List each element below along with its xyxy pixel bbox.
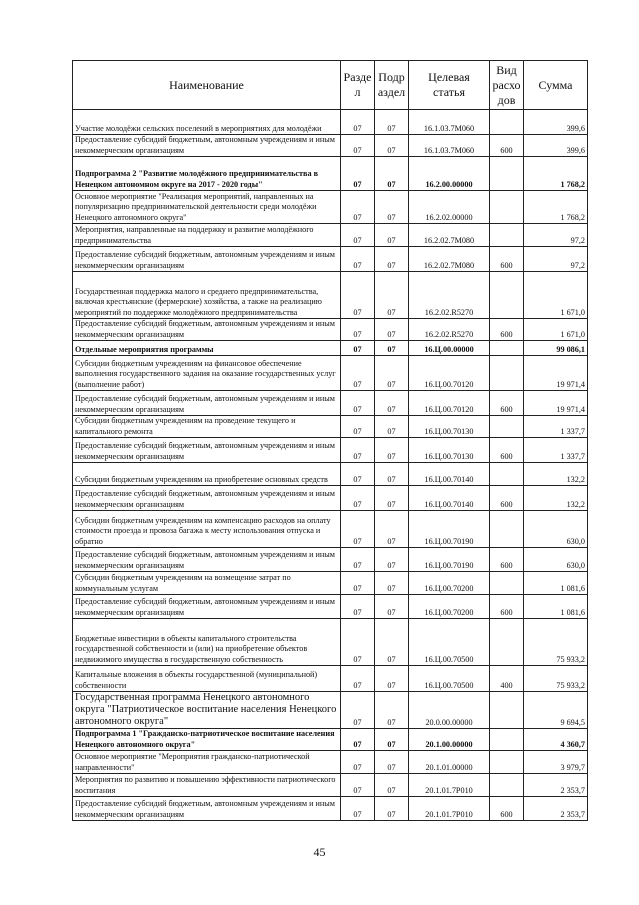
row-subsection: 07 <box>375 438 409 463</box>
row-expense-type: 600 <box>490 391 524 416</box>
row-target-article: 16.2.02.R5270 <box>409 272 490 319</box>
row-subsection: 07 <box>375 272 409 319</box>
table-row <box>73 619 588 666</box>
table-row <box>73 247 588 272</box>
row-subsection: 07 <box>375 729 409 751</box>
row-name: Участие молодёжи сельских поселений в мероприятиях для молодёжи <box>73 110 341 135</box>
row-subsection: 07 <box>375 692 409 729</box>
row-section: 07 <box>341 247 375 272</box>
row-target-article: 16.2.02.00000 <box>409 191 490 224</box>
row-expense-type: 400 <box>490 666 524 692</box>
row-name: Государственная программа Ненецкого автономного округа "Патриотическое воспитание населения Ненецкого автономного округа" <box>73 692 341 729</box>
row-expense-type: 600 <box>490 247 524 272</box>
row-subsection: 07 <box>375 157 409 191</box>
row-target-article: 16.Ц.00.70120 <box>409 391 490 416</box>
header-expense-type: Вид расхо дов <box>490 61 524 110</box>
row-sum: 1 768,2 <box>524 157 588 191</box>
table-row <box>73 341 588 356</box>
row-subsection: 07 <box>375 774 409 797</box>
row-name: Субсидии бюджетным учреждениям на финансовое обеспечение выполнения государственного задания на оказание государственных услуг (выполнение работ) <box>73 356 341 391</box>
row-target-article: 20.1.01.7Р010 <box>409 774 490 797</box>
row-sum: 1 768,2 <box>524 191 588 224</box>
row-section: 07 <box>341 319 375 341</box>
row-name: Отдельные мероприятия программы <box>73 341 341 356</box>
row-sum: 1 337,7 <box>524 438 588 463</box>
row-section: 07 <box>341 463 375 486</box>
row-section: 07 <box>341 110 375 135</box>
row-section: 07 <box>341 438 375 463</box>
row-subsection: 07 <box>375 391 409 416</box>
row-section: 07 <box>341 666 375 692</box>
row-subsection: 07 <box>375 595 409 619</box>
row-subsection: 07 <box>375 511 409 548</box>
header-section: Разде л <box>341 61 375 110</box>
row-target-article: 16.Ц.00.70200 <box>409 572 490 595</box>
row-subsection: 07 <box>375 224 409 247</box>
row-name: Мероприятия, направленные на поддержку и развитие молодёжного предпринимательства <box>73 224 341 247</box>
row-target-article: 16.Ц.00.70190 <box>409 511 490 548</box>
table-row <box>73 751 588 774</box>
row-expense-type <box>490 511 524 548</box>
row-name: Бюджетные инвестиции в объекты капитального строительства государственной собственности и (или) на приобретение объектов недвижимого имущества в государственную собственность <box>73 619 341 666</box>
row-name: Предоставление субсидий бюджетным, автономным учреждениям и иным некоммерческим организациям <box>73 486 341 511</box>
row-target-article: 16.Ц.00.00000 <box>409 341 490 356</box>
document-page <box>72 60 587 821</box>
row-section: 07 <box>341 157 375 191</box>
row-sum: 1 081,6 <box>524 595 588 619</box>
row-subsection: 07 <box>375 751 409 774</box>
header-target-article: Целевая статья <box>409 61 490 110</box>
row-expense-type <box>490 729 524 751</box>
row-section: 07 <box>341 692 375 729</box>
row-sum: 630,0 <box>524 548 588 572</box>
row-target-article: 20.1.00.00000 <box>409 729 490 751</box>
row-expense-type: 600 <box>490 595 524 619</box>
row-section: 07 <box>341 619 375 666</box>
row-section: 07 <box>341 751 375 774</box>
row-expense-type <box>490 463 524 486</box>
table-row <box>73 272 588 319</box>
row-target-article: 20.1.01.00000 <box>409 751 490 774</box>
row-section: 07 <box>341 135 375 157</box>
row-expense-type <box>490 692 524 729</box>
row-target-article: 16.Ц.00.70140 <box>409 463 490 486</box>
row-name: Подпрограмма 2 "Развитие молодёжного предпринимательства в Ненецком автономном округе на 2017 - 2020 годы" <box>73 157 341 191</box>
row-expense-type <box>490 272 524 319</box>
row-expense-type: 600 <box>490 135 524 157</box>
row-expense-type: 600 <box>490 797 524 821</box>
table-row <box>73 416 588 438</box>
row-sum: 19 971,4 <box>524 391 588 416</box>
row-subsection: 07 <box>375 247 409 272</box>
row-name: Субсидии бюджетным учреждениям на возмещение затрат по коммунальным услугам <box>73 572 341 595</box>
row-section: 07 <box>341 272 375 319</box>
table-row <box>73 486 588 511</box>
row-name: Предоставление субсидий бюджетным, автономным учреждениям и иным некоммерческим организациям <box>73 135 341 157</box>
table-row <box>73 797 588 821</box>
table-row <box>73 463 588 486</box>
row-section: 07 <box>341 191 375 224</box>
row-expense-type: 600 <box>490 319 524 341</box>
row-name: Предоставление субсидий бюджетным, автономным учреждениям и иным некоммерческим организациям <box>73 319 341 341</box>
row-sum: 99 086,1 <box>524 341 588 356</box>
row-section: 07 <box>341 511 375 548</box>
row-expense-type <box>490 416 524 438</box>
row-target-article: 16.2.02.7М080 <box>409 224 490 247</box>
row-section: 07 <box>341 224 375 247</box>
row-expense-type <box>490 341 524 356</box>
row-subsection: 07 <box>375 548 409 572</box>
row-expense-type: 600 <box>490 548 524 572</box>
row-sum: 97,2 <box>524 247 588 272</box>
table-row <box>73 438 588 463</box>
table-header-row <box>73 61 588 110</box>
row-subsection: 07 <box>375 416 409 438</box>
row-target-article: 20.1.01.7Р010 <box>409 797 490 821</box>
row-expense-type <box>490 356 524 391</box>
row-sum: 2 353,7 <box>524 774 588 797</box>
row-section: 07 <box>341 356 375 391</box>
row-target-article: 16.Ц.00.70120 <box>409 356 490 391</box>
table-row <box>73 774 588 797</box>
row-section: 07 <box>341 729 375 751</box>
row-target-article: 16.Ц.00.70500 <box>409 666 490 692</box>
row-section: 07 <box>341 595 375 619</box>
row-subsection: 07 <box>375 191 409 224</box>
table-row <box>73 319 588 341</box>
row-target-article: 16.Ц.00.70130 <box>409 416 490 438</box>
row-expense-type <box>490 191 524 224</box>
table-row <box>73 391 588 416</box>
row-sum: 630,0 <box>524 511 588 548</box>
row-section: 07 <box>341 341 375 356</box>
row-sum: 9 694,5 <box>524 692 588 729</box>
table-row <box>73 666 588 692</box>
table-row <box>73 135 588 157</box>
row-target-article: 16.Ц.00.70130 <box>409 438 490 463</box>
row-subsection: 07 <box>375 110 409 135</box>
row-target-article: 16.2.02.7М080 <box>409 247 490 272</box>
row-section: 07 <box>341 486 375 511</box>
row-name: Предоставление субсидий бюджетным, автономным учреждениям и иным некоммерческим организациям <box>73 438 341 463</box>
row-sum: 75 933,2 <box>524 666 588 692</box>
row-expense-type <box>490 157 524 191</box>
table-row <box>73 356 588 391</box>
row-sum: 75 933,2 <box>524 619 588 666</box>
row-section: 07 <box>341 572 375 595</box>
row-section: 07 <box>341 391 375 416</box>
header-name: Наименование <box>73 61 341 110</box>
row-sum: 3 979,7 <box>524 751 588 774</box>
row-subsection: 07 <box>375 666 409 692</box>
row-expense-type <box>490 572 524 595</box>
table-row <box>73 729 588 751</box>
row-subsection: 07 <box>375 356 409 391</box>
table-row <box>73 157 588 191</box>
table-row <box>73 572 588 595</box>
row-sum: 4 360,7 <box>524 729 588 751</box>
row-name: Субсидии бюджетным учреждениям на приобретение основных средств <box>73 463 341 486</box>
table-row <box>73 595 588 619</box>
table-row <box>73 548 588 572</box>
row-name: Предоставление субсидий бюджетным, автономным учреждениям и иным некоммерческим организациям <box>73 247 341 272</box>
row-subsection: 07 <box>375 135 409 157</box>
row-sum: 1 671,0 <box>524 272 588 319</box>
row-section: 07 <box>341 774 375 797</box>
row-expense-type <box>490 224 524 247</box>
row-subsection: 07 <box>375 463 409 486</box>
row-name: Предоставление субсидий бюджетным, автономным учреждениям и иным некоммерческим организациям <box>73 595 341 619</box>
header-sum: Сумма <box>524 61 588 110</box>
row-expense-type: 600 <box>490 486 524 511</box>
row-expense-type <box>490 619 524 666</box>
row-sum: 19 971,4 <box>524 356 588 391</box>
row-sum: 1 671,0 <box>524 319 588 341</box>
row-subsection: 07 <box>375 619 409 666</box>
row-target-article: 16.Ц.00.70500 <box>409 619 490 666</box>
table-row <box>73 692 588 729</box>
header-subsection: Подр аздел <box>375 61 409 110</box>
row-sum: 2 353,7 <box>524 797 588 821</box>
table-row <box>73 110 588 135</box>
row-name: Основное мероприятие "Реализация мероприятий, направленных на популяризацию предпринимательской деятельности среди молодёжи Ненецкого автономного округа" <box>73 191 341 224</box>
row-name: Капитальные вложения в объекты государственной (муниципальной) собственности <box>73 666 341 692</box>
row-subsection: 07 <box>375 319 409 341</box>
row-sum: 132,2 <box>524 486 588 511</box>
row-sum: 1 337,7 <box>524 416 588 438</box>
table-row <box>73 224 588 247</box>
row-subsection: 07 <box>375 486 409 511</box>
row-sum: 97,2 <box>524 224 588 247</box>
table-body <box>73 110 588 821</box>
row-section: 07 <box>341 548 375 572</box>
row-sum: 399,6 <box>524 110 588 135</box>
row-target-article: 16.1.03.7М060 <box>409 110 490 135</box>
row-target-article: 16.Ц.00.70140 <box>409 486 490 511</box>
row-target-article: 16.2.02.R5270 <box>409 319 490 341</box>
row-sum: 1 081,6 <box>524 572 588 595</box>
row-expense-type: 600 <box>490 438 524 463</box>
row-target-article: 16.1.03.7М060 <box>409 135 490 157</box>
row-section: 07 <box>341 797 375 821</box>
table-row <box>73 511 588 548</box>
row-name: Субсидии бюджетным учреждениям на компенсацию расходов на оплату стоимости проезда и провоза багажа к месту использования отпуска и обратно <box>73 511 341 548</box>
row-name: Предоставление субсидий бюджетным, автономным учреждениям и иным некоммерческим организациям <box>73 391 341 416</box>
row-subsection: 07 <box>375 572 409 595</box>
row-expense-type <box>490 110 524 135</box>
row-name: Подпрограмма 1 "Гражданско-патриотическое воспитание населения Ненецкого автономного округа" <box>73 729 341 751</box>
row-expense-type <box>490 774 524 797</box>
row-sum: 399,6 <box>524 135 588 157</box>
row-subsection: 07 <box>375 797 409 821</box>
row-name: Основное мероприятие "Мероприятия гражданско-патриотической направленности" <box>73 751 341 774</box>
row-target-article: 16.Ц.00.70200 <box>409 595 490 619</box>
row-expense-type <box>490 751 524 774</box>
page-number: 45 <box>313 845 326 859</box>
row-name: Предоставление субсидий бюджетным, автономным учреждениям и иным некоммерческим организациям <box>73 797 341 821</box>
row-name: Мероприятия по развитию и повышению эффективности патриотического воспитания <box>73 774 341 797</box>
row-target-article: 20.0.00.00000 <box>409 692 490 729</box>
row-name: Предоставление субсидий бюджетным, автономным учреждениям и иным некоммерческим организациям <box>73 548 341 572</box>
row-sum: 132,2 <box>524 463 588 486</box>
row-name: Государственная поддержка малого и среднего предпринимательства, включая крестьянские (фермерские) хозяйства, а также на реализацию мероприятий по поддержке молодёжного предпринимательства <box>73 272 341 319</box>
row-section: 07 <box>341 416 375 438</box>
row-target-article: 16.2.00.00000 <box>409 157 490 191</box>
budget-table <box>72 60 588 821</box>
table-row <box>73 191 588 224</box>
row-name: Субсидии бюджетным учреждениям на проведение текущего и капитального ремонта <box>73 416 341 438</box>
row-target-article: 16.Ц.00.70190 <box>409 548 490 572</box>
row-subsection: 07 <box>375 341 409 356</box>
